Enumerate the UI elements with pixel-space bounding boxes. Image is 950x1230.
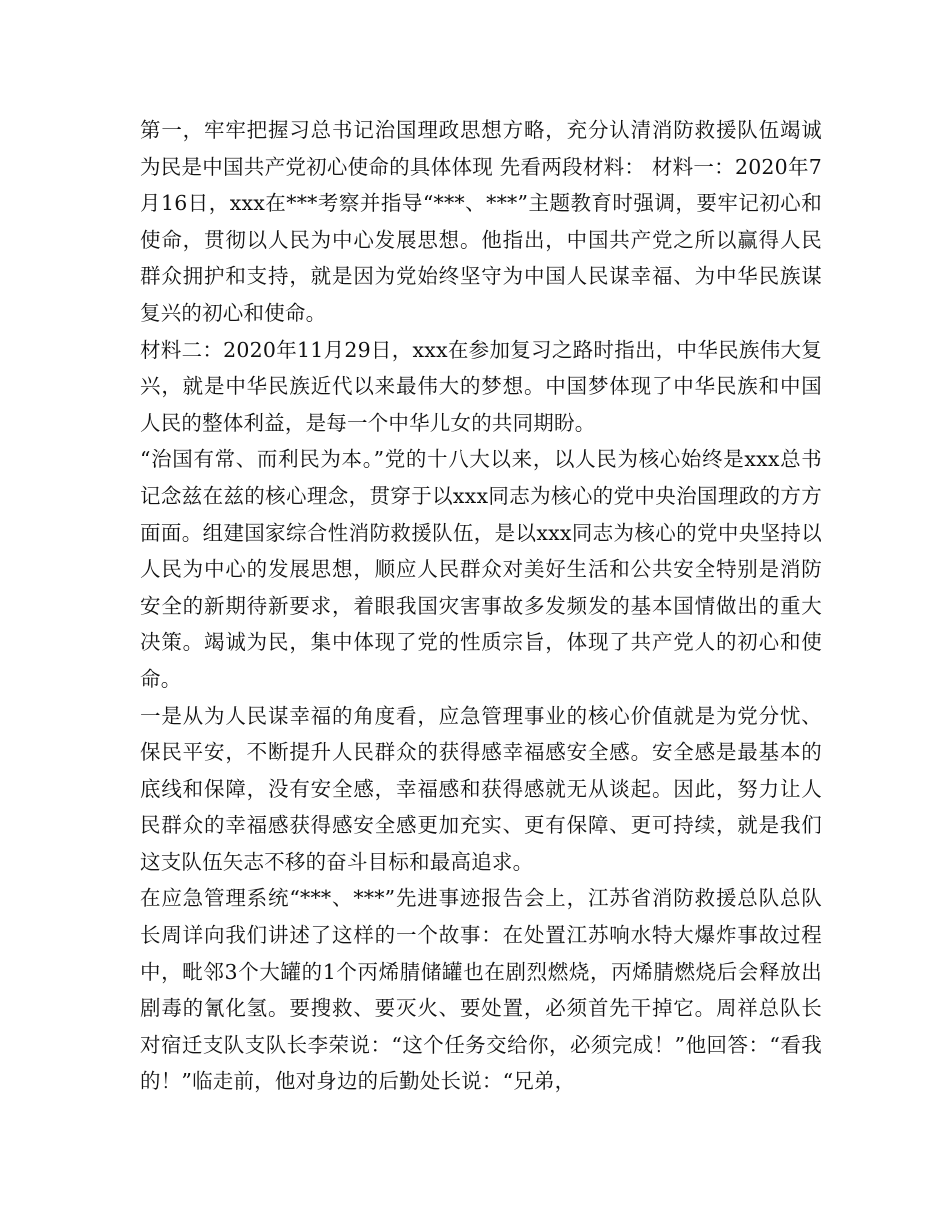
document-body [140, 112, 822, 1100]
paragraph-1: 第一，牢牢把握习总书记治国理政思想方略，充分认清消防救援队伍竭诚为民是中国共产党初心使命的具体体现 先看两段材料： 材料一：2020年7月16日，xxx在***考察并指导“***、***”主题教育时强调，要牢记初心和使命，贯彻以人民为中心发展思想。他指出，中国共产党之所以赢得人民群众拥护和支持，就是因为党始终坚守为中国人民谋幸福、为中华民族谋复兴的初心和使命。 [140, 118, 822, 325]
paragraph-2: 材料二：2020年11月29日，xxx在参加复习之路时指出，中华民族伟大复兴，就是中华民族近代以来最伟大的梦想。中国梦体现了中华民族和中国人民的整体利益，是每一个中华儿女的共同期盼。 [140, 337, 822, 435]
paragraph-3: “治国有常、而利民为本。”党的十八大以来，以人民为核心始终是xxx总书记念兹在兹的核心理念，贯穿于以xxx同志为核心的党中央治国理政的方方面面。组建国家综合性消防救援队伍，是以xxx同志为核心的党中央坚持以人民为中心的发展思想，顺应人民群众对美好生活和公共安全特别是消防安全的新期待新要求，着眼我国灾害事故多发频发的基本国情做出的重大决策。竭诚为民，集中体现了党的性质宗旨，体现了共产党人的初心和使命。 [140, 447, 822, 691]
paragraph-4: 一是从为人民谋幸福的角度看，应急管理事业的核心价值就是为党分忧、保民平安，不断提升人民群众的获得感幸福感安全感。安全感是最基本的底线和保障，没有安全感，幸福感和获得感就无从谈起。因此，努力让人民群众的幸福感获得感安全感更加充实、更有保障、更可持续，就是我们这支队伍矢志不移的奋斗目标和最高追求。 [140, 703, 822, 874]
paragraph-5: 在应急管理系统“***、***”先进事迹报告会上，江苏省消防救援总队总队长周详向我们讲述了这样的一个故事：在处置江苏响水特大爆炸事故过程中，毗邻3个大罐的1个丙烯腈储罐也在剧烈燃烧，丙烯腈燃烧后会释放出剧毒的氰化氢。要搜救、要灭火、要处置，必须首先干掉它。周祥总队长对宿迁支队支队长李荣说：“这个任务交给你，必须完成！”他回答：“看我的！”临走前，他对身边的后勤处长说：“兄弟， [140, 886, 822, 1094]
